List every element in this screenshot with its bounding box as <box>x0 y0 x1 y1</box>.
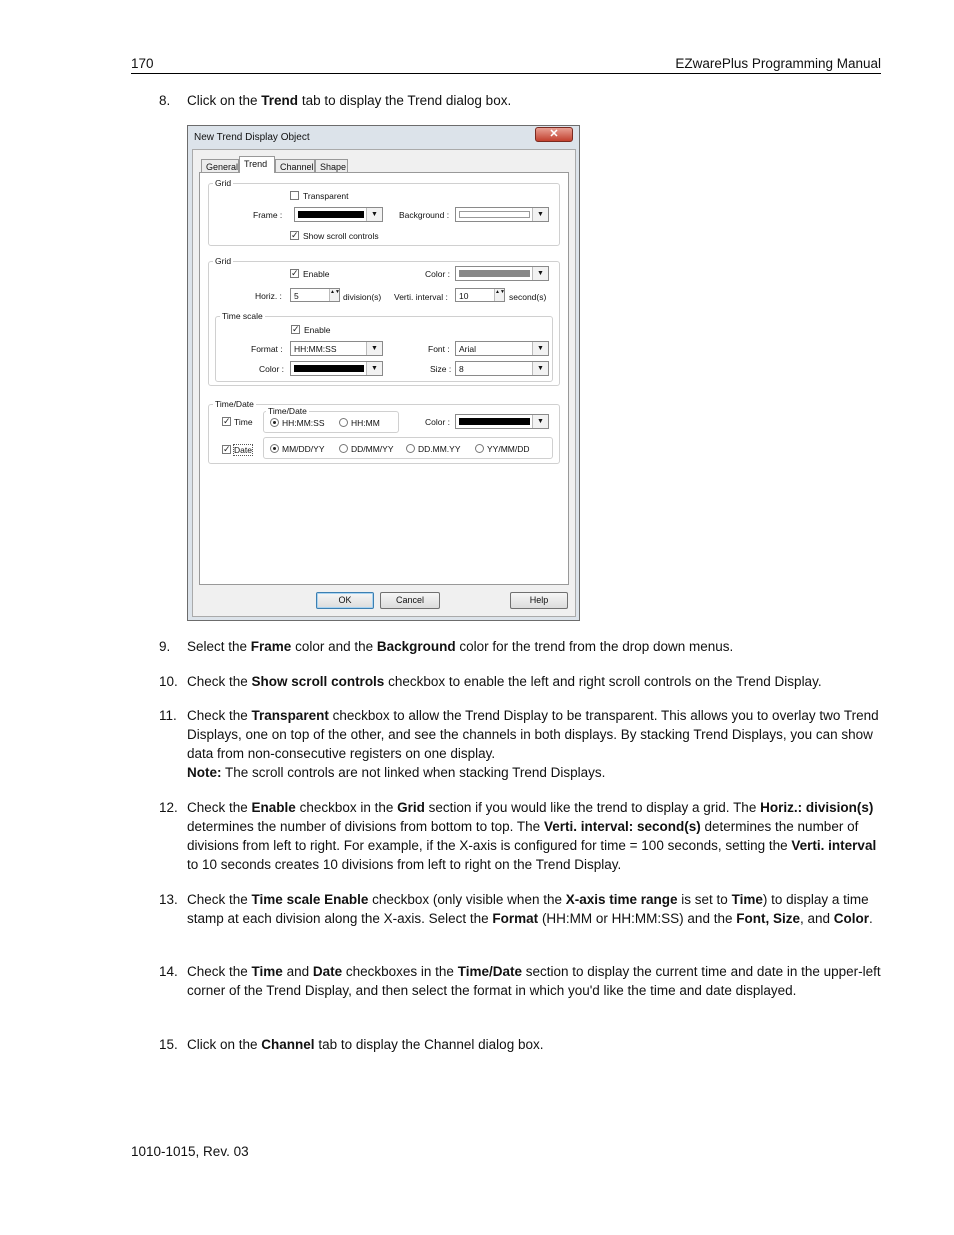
timedate-color-dropdown[interactable] <box>455 414 549 429</box>
chevron-down-icon: ▼ <box>532 267 548 280</box>
chevron-down-icon: ▼ <box>366 362 382 375</box>
dialog-title: New Trend Display Object <box>194 132 310 143</box>
radio-mmddyy[interactable] <box>270 444 279 453</box>
tab-trend[interactable]: Trend <box>239 156 275 173</box>
format-dropdown[interactable] <box>290 341 383 356</box>
timedate-color-label: Color : <box>425 417 451 427</box>
show-scroll-label: Show scroll controls <box>303 231 379 241</box>
chevron-down-icon: ▼ <box>366 342 382 355</box>
doc-revision: 1010-1015, Rev. 03 <box>131 1144 249 1159</box>
radio-mmddyy-label: MM/DD/YY <box>282 444 325 454</box>
horiz-stepper[interactable] <box>290 288 340 302</box>
size-label: Size : <box>430 364 452 374</box>
group-grid <box>208 256 560 386</box>
spin-arrows-icon[interactable]: ▲▼ <box>329 289 339 301</box>
step-text: Check the Transparent checkbox to allow the Trend Display to be transparent. This allows you to overlay two Trend Displays, one on top of the other, and see the channels in both displays. By stacking Trend Displays, you can show data from non-consecutive registers on one display. Note: The scroll controls are not linked when stacking Trend Displays. <box>187 708 879 780</box>
tab-channel[interactable]: Channel <box>275 159 315 173</box>
step-number: 10. <box>159 674 178 689</box>
grid-enable-checkbox[interactable]: ✓ <box>291 268 299 278</box>
chevron-down-icon: ▼ <box>532 208 548 221</box>
verti-value: 10 <box>459 291 469 301</box>
seconds-label: second(s) <box>509 292 547 302</box>
timescale-enable-label: Enable <box>304 325 331 335</box>
page-number: 170 <box>131 56 154 71</box>
spin-arrows-icon[interactable]: ▲▼ <box>494 289 504 301</box>
format-value: HH:MM:SS <box>294 344 337 354</box>
chevron-down-icon: ▼ <box>532 362 548 375</box>
font-value: Arial <box>459 344 477 354</box>
radio-yymmdd-label: YY/MM/DD <box>487 444 530 454</box>
page-header <box>131 56 881 74</box>
step-text: Click on the Trend tab to display the Trend dialog box. <box>187 93 512 108</box>
timedate-color-swatch <box>459 418 530 425</box>
background-label: Background : <box>399 210 450 220</box>
time-label: Time <box>234 417 253 427</box>
step-number: 8. <box>159 93 171 108</box>
date-label: Date <box>234 445 252 455</box>
group-label: Grid <box>215 256 232 266</box>
step-number: 11. <box>159 708 177 723</box>
grid-color-dropdown[interactable] <box>455 266 549 281</box>
step-text: Select the Frame color and the Background color for the trend from the drop down menus. <box>187 639 734 654</box>
format-label: Format : <box>251 344 283 354</box>
time-checkbox[interactable]: ✓ <box>223 416 231 426</box>
tab-general[interactable]: General <box>201 159 239 173</box>
step-number: 14. <box>159 964 178 979</box>
grid-color-label: Color : <box>425 269 451 279</box>
manual-title: EZwarePlus Programming Manual <box>675 56 881 71</box>
step-number: 15. <box>159 1037 178 1052</box>
chevron-down-icon: ▼ <box>532 415 548 428</box>
help-button[interactable]: Help <box>510 592 568 609</box>
step-number: 13. <box>159 892 178 907</box>
trend-tab-panel <box>199 172 569 585</box>
radio-dd-mm-yy-label: DD.MM.YY <box>418 444 461 454</box>
horiz-value: 5 <box>294 291 299 301</box>
radio-yymmdd[interactable] <box>475 444 484 453</box>
horiz-label: Horiz. : <box>255 291 282 301</box>
radio-ddmmyy[interactable] <box>339 444 348 453</box>
verti-stepper[interactable] <box>455 288 505 302</box>
background-color-dropdown[interactable] <box>455 207 549 222</box>
group-date-format <box>263 437 553 459</box>
cancel-button[interactable]: Cancel <box>380 592 440 609</box>
trend-dialog-screenshot <box>187 125 580 621</box>
size-value: 8 <box>459 364 464 374</box>
radio-dd-mm-yy[interactable] <box>406 444 415 453</box>
ok-button[interactable]: OK <box>316 592 374 609</box>
step-text: Check the Time scale Enable checkbox (only visible when the X-axis time range is set to Time) to display a time stamp at each division along the X-axis. Select the Format (HH:MM or HH:MM:SS) and the Font, Size, and Color. <box>187 892 873 926</box>
verti-label: Verti. interval : <box>394 292 448 302</box>
chevron-down-icon: ▼ <box>532 342 548 355</box>
group-label: Time scale <box>222 311 263 321</box>
group-label: Time/Date <box>215 399 254 409</box>
transparent-label: Transparent <box>303 191 349 201</box>
step-text: Click on the Channel tab to display the Channel dialog box. <box>187 1037 544 1052</box>
show-scroll-checkbox[interactable]: ✓ <box>291 230 299 240</box>
font-dropdown[interactable] <box>455 341 549 356</box>
frame-label: Frame : <box>253 210 283 220</box>
timescale-color-dropdown[interactable] <box>290 361 383 376</box>
font-label: Font : <box>428 344 450 354</box>
timescale-color-swatch <box>294 365 364 372</box>
size-dropdown[interactable] <box>455 361 549 376</box>
radio-hhmmss[interactable] <box>270 418 279 427</box>
group-grid-frame <box>208 178 560 246</box>
tab-shape[interactable]: Shape <box>315 159 348 173</box>
division-label: division(s) <box>343 292 382 302</box>
grid-enable-label: Enable <box>303 269 330 279</box>
radio-hhmmss-label: HH:MM:SS <box>282 418 325 428</box>
grid-color-swatch <box>459 270 530 277</box>
radio-ddmmyy-label: DD/MM/YY <box>351 444 394 454</box>
close-icon[interactable]: ✕ <box>535 127 573 142</box>
step-text: Check the Show scroll controls checkbox to enable the left and right scroll controls on the Trend Display. <box>187 674 822 689</box>
radio-hhmm[interactable] <box>339 418 348 427</box>
radio-hhmm-label: HH:MM <box>351 418 380 428</box>
group-label: Time/Date <box>268 406 307 416</box>
group-time-date <box>208 399 560 464</box>
group-label: Grid <box>215 178 232 188</box>
frame-color-dropdown[interactable] <box>294 207 383 222</box>
dialog-body <box>192 149 576 617</box>
step-text: Check the Time and Date checkboxes in the Time/Date section to display the current time and date in the upper-left corner of the Trend Display, and then select the format in which you'd like the time and date displayed. <box>187 964 881 998</box>
date-checkbox[interactable]: ✓ <box>223 444 231 454</box>
timescale-enable-checkbox[interactable]: ✓ <box>292 324 300 334</box>
timescale-color-label: Color : <box>259 364 285 374</box>
transparent-checkbox[interactable] <box>290 191 299 200</box>
group-time-scale <box>215 311 553 382</box>
background-color-swatch <box>459 211 530 218</box>
step-text: Check the Enable checkbox in the Grid section if you would like the trend to display a grid. The Horiz.: division(s) determines the number of divisions from bottom to top. The Verti. interval: second(s) determines the number of divisions from left to right. For example, if the X-axis is configured for time = 100 seconds, setting the Verti. interval to 10 seconds creates 10 divisions from left to right on the Trend Display. <box>187 800 877 872</box>
step-number: 12. <box>159 800 178 815</box>
chevron-down-icon: ▼ <box>366 208 382 221</box>
group-time-format <box>263 406 399 433</box>
step-number: 9. <box>159 639 171 654</box>
frame-color-swatch <box>298 211 364 218</box>
